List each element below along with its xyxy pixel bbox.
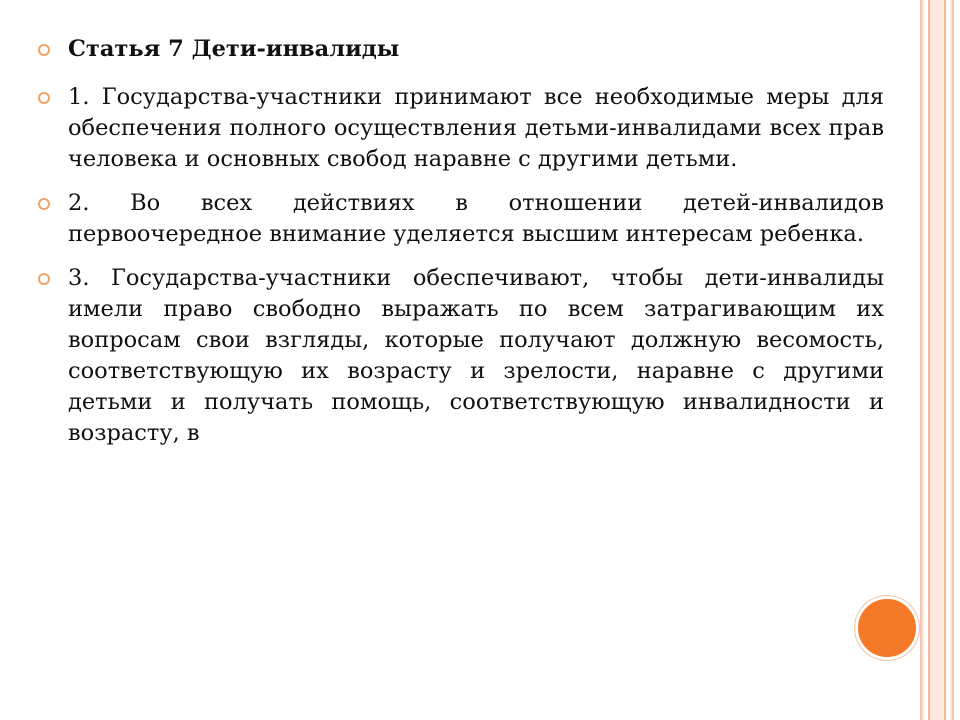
paragraph-2-text: 2. Во всех действиях в отношении детей-инвалидов первоочередное внимание уделяется высшим интересам ребенка. xyxy=(68,190,884,247)
bullet-icon xyxy=(38,273,50,285)
paragraph-3 xyxy=(38,263,884,449)
bullet-icon xyxy=(38,198,50,210)
bullet-icon xyxy=(38,44,50,56)
decorative-stripes xyxy=(914,0,960,720)
slide-content xyxy=(38,34,884,462)
paragraph-3-text: 3. Государства-участники обеспечивают, чтобы дети-инвалиды имели право свободно выражать по всем затрагивающим их вопросам свои взгляды, которые получают должную весомость, соответствующую их возрасту и зрелости, наравне с другими детьми и получать помощь, соответствующую инвалидности и возрасту, в xyxy=(68,265,884,446)
paragraph-1-text: 1. Государства-участники принимают все необходимые меры для обеспечения полного осуществления детьми-инвалидами всех прав человека и основных свобод наравне с другими детьми. xyxy=(68,84,884,172)
paragraph-1 xyxy=(38,82,884,175)
paragraph-2 xyxy=(38,188,884,250)
orange-circle-decoration xyxy=(855,596,919,660)
article-title-text: Статья 7 Дети-инвалиды xyxy=(68,36,400,62)
article-title xyxy=(38,34,884,65)
bullet-icon xyxy=(38,92,50,104)
